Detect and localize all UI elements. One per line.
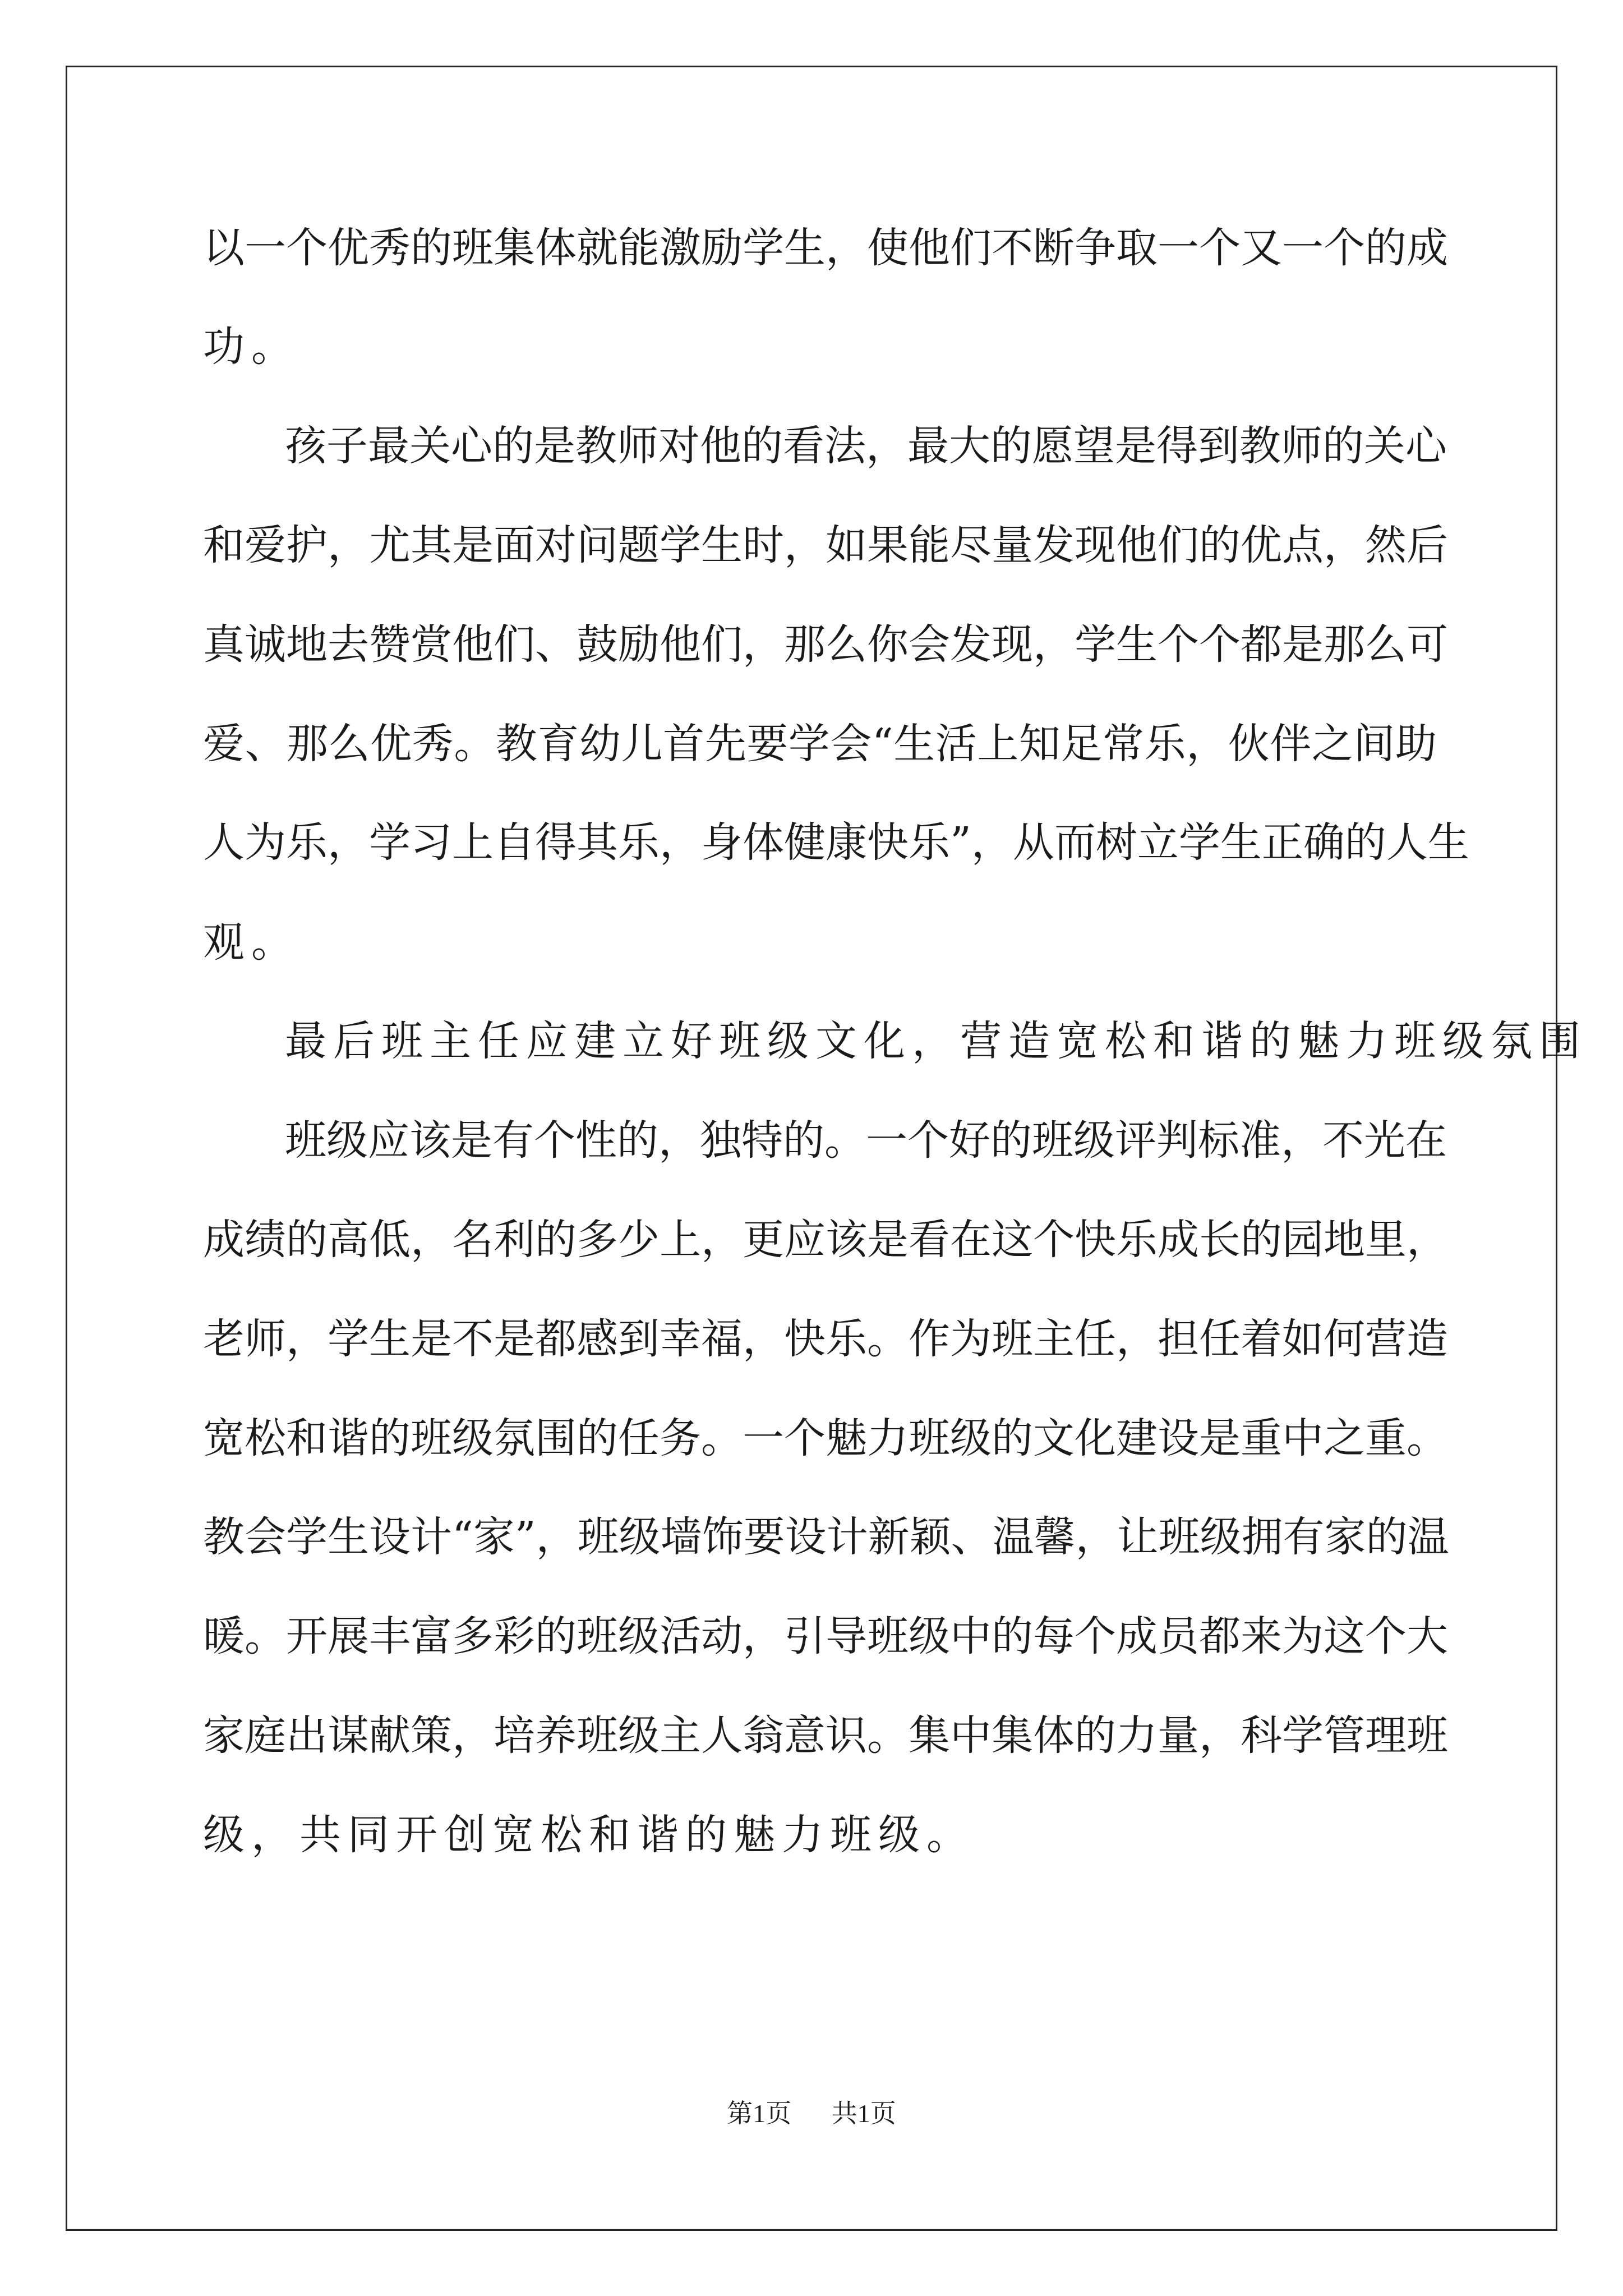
text-line: 最后班主任应建立好班级文化，营造宽松和谐的魅力班级氛围 [285,1017,1587,1065]
text-line: 孩子最关心的是教师对他的看法，最大的愿望是得到教师的关心 [285,422,1447,470]
text-line: 人为乐，学习上自得其乐，身体健康快乐”，从而树立学生正确的人生 [203,818,1469,867]
text-line: 功。 [203,323,299,371]
text-line: 暖。开展丰富多彩的班级活动，引导班级中的每个成员都来为这个大 [203,1612,1448,1660]
text-line: 真诚地去赞赏他们、鼓励他们，那么你会发现，学生个个都是那么可 [203,620,1448,669]
text-line: 以一个优秀的班集体就能激励学生，使他们不断争取一个又一个的成 [203,224,1448,272]
text-line: 成绩的高低，名利的多少上，更应该是看在这个快乐成长的园地里， [203,1216,1448,1264]
text-line: 老师，学生是不是都感到幸福，快乐。作为班主任，担任着如何营造 [203,1315,1448,1363]
page-number: 第1页 [727,2099,792,2128]
text-line: 爱、那么优秀。教育幼儿首先要学会“生活上知足常乐，伙伴之间助 [203,720,1437,768]
text-line: 家庭出谋献策，培养班级主人翁意识。集中集体的力量，科学管理班 [203,1711,1448,1760]
text-line: 班级应该是有个性的，独特的。一个好的班级评判标准，不光在 [285,1116,1447,1165]
text-line: 观。 [203,918,299,967]
text-line: 和爱护，尤其是面对问题学生时，如果能尽量发现他们的优点，然后 [203,521,1448,569]
text-line: 宽松和谐的班级氛围的任务。一个魅力班级的文化建设是重中之重。 [203,1414,1448,1462]
page-footer [0,2097,1623,2131]
page-total: 共1页 [831,2099,896,2128]
text-line: 教会学生设计“家”，班级墙饰要设计新颖、温馨，让班级拥有家的温 [203,1513,1449,1561]
text-line: 级，共同开创宽松和谐的魅力班级。 [203,1811,975,1859]
